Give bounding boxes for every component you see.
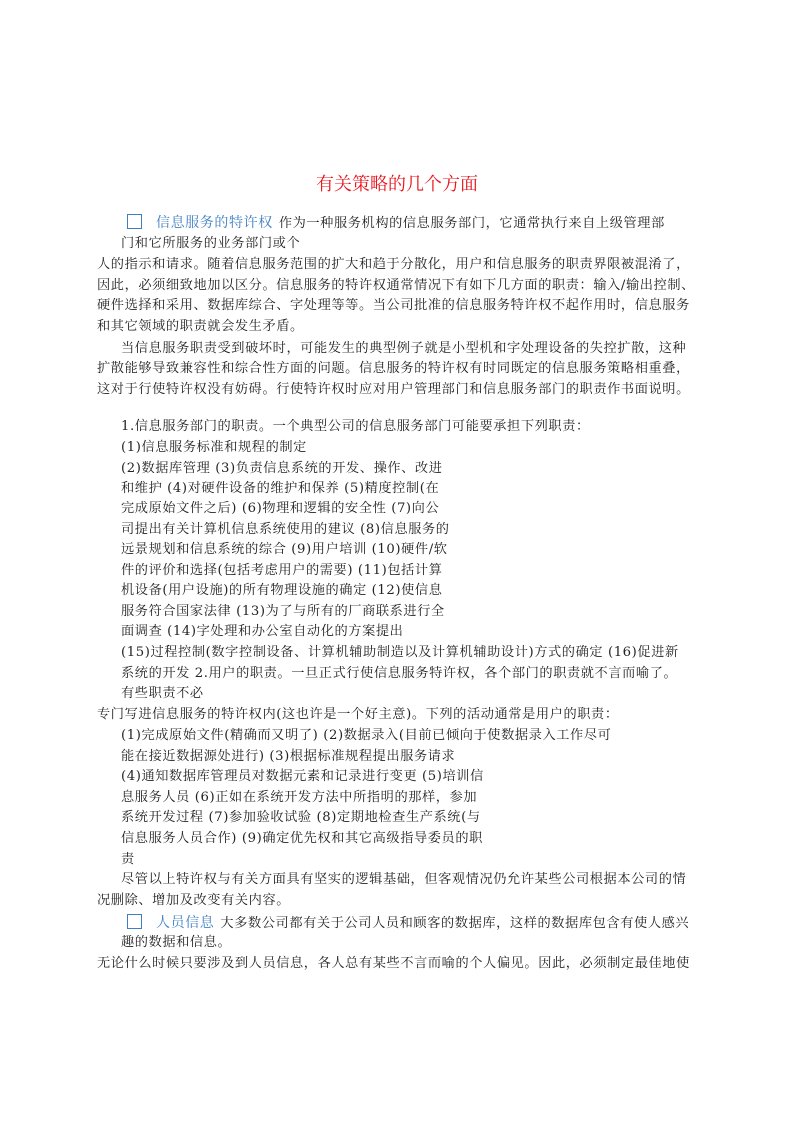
text-line: 息服务人员 (6)正如在系统开发方法中所指明的那样，参加 [121,790,478,805]
text-line: 因此，必须细致地加以区分。信息服务的特许权通常情况下有如下几方面的职责：输入/输出控制、 [97,278,695,293]
text-line: 无论什么时候只要涉及到人员信息，各人总有某些不言而喻的个人偏见。因此，必须制定最佳地使 [97,956,690,971]
text-line: 门和它所服务的业务部门或个 [121,236,301,251]
heading-label: 人员信息 [156,915,215,931]
text-line: 能在接近数据源处进行) (3)根据标准规程提出服务请求 [121,749,456,764]
checkbox-icon [127,914,142,929]
text-line: 面调查 (14)字处理和办公室自动化的方案提出 [121,624,404,639]
text-line: 尽管以上特许权与有关方面具有坚实的逻辑基础，但客观情况仍允许某些公司根据本公司的情 [121,872,687,887]
text-line: 当信息服务职责受到破坏时，可能发生的典型例子就是小型机和字处理设备的失控扩散，这种 [121,341,687,356]
text-line: 专门写进信息服务的特许权内(这也许是一个好主意)。下列的活动通常是用户的职责： [97,707,619,722]
text-line: (4)通知数据库管理员对数据元素和记录进行变更 (5)培训信 [121,769,484,784]
text-line: 有些职责不必 [121,686,204,701]
text-line: 远景规划和信息系统的综合 (9)用户培训 (10)硬件/软 [121,542,448,557]
text-line: 系统的开发 2.用户的职责。一旦正式行使信息服务特许权，各个部门的职责就不言而喻了。 [121,666,678,681]
text-line: (2)数据库管理 (3)负责信息系统的开发、操作、改进 [121,461,443,476]
text-line: 机设备(用户设施)的所有物理设施的确定 (12)使信息 [121,583,443,598]
text-line: 司提出有关计算机信息系统使用的建议 (8)信息服务的 [121,522,450,537]
text-line: (15)过程控制(数字控制设备、计算机辅助制造以及计算机辅助设计)方式的确定 (16)促进新 [121,645,679,660]
text-line: 扩散能够导致兼容性和综合性方面的问题。信息服务的特许权有时同既定的信息服务策略相重叠， [97,361,690,376]
text-line: 作为一种服务机构的信息服务部门，它通常执行来自上级管理部 [278,216,665,231]
checkbox-icon [127,214,142,229]
heading-label: 信息服务的特许权 [156,215,273,231]
text-line: 件的评价和选择(包括考虑用户的需要) (11)包括计算 [121,563,443,578]
text-line: 责 [121,852,135,867]
section-heading-personnel [121,914,689,932]
text-line: 趣的数据和信息。 [121,935,232,950]
section-heading-franchise [121,214,665,232]
text-line: 信息服务人员合作) (9)确定优先权和其它高级指导委员的职 [121,831,483,846]
text-line: 大多数公司都有关于公司人员和顾客的数据库，这样的数据库包含有使人感兴 [220,916,690,931]
text-line: 和其它领域的职责就会发生矛盾。 [97,319,304,334]
text-line: 这对于行使特许权没有妨碍。行使特许权时应对用户管理部门和信息服务部门的职责作书面说明。 [97,382,690,397]
text-line: 人的指示和请求。随着信息服务范围的扩大和趋于分散化，用户和信息服务的职责界限被混淆了， [97,257,690,272]
text-line: 和维护 (4)对硬件设备的维护和保养 (5)精度控制(在 [121,481,440,496]
text-line: 硬件选择和采用、数据库综合、字处理等等。当公司批准的信息服务特许权不起作用时，信息服务 [97,298,690,313]
text-line: 系统开发过程 (7)参加验收试验 (8)定期地检查生产系统(与 [121,810,481,825]
text-line: 完成原始文件之后) (6)物理和逻辑的安全性 (7)向公 [121,501,440,516]
text-line: 服务符合国家法律 (13)为了与所有的厂商联系进行全 [121,604,445,619]
text-line: (1)信息服务标准和规程的制定 [121,440,307,455]
text-line: 1.信息服务部门的职责。一个典型公司的信息服务部门可能要承担下列职责： [121,419,590,434]
text-line: (1)完成原始文件(精确而又明了) (2)数据录入(目前已倾向于使数据录入工作尽可 [121,728,612,743]
page-title: 有关策略的几个方面 [316,174,478,195]
text-line: 况删除、增加及改变有关内容。 [97,893,291,908]
